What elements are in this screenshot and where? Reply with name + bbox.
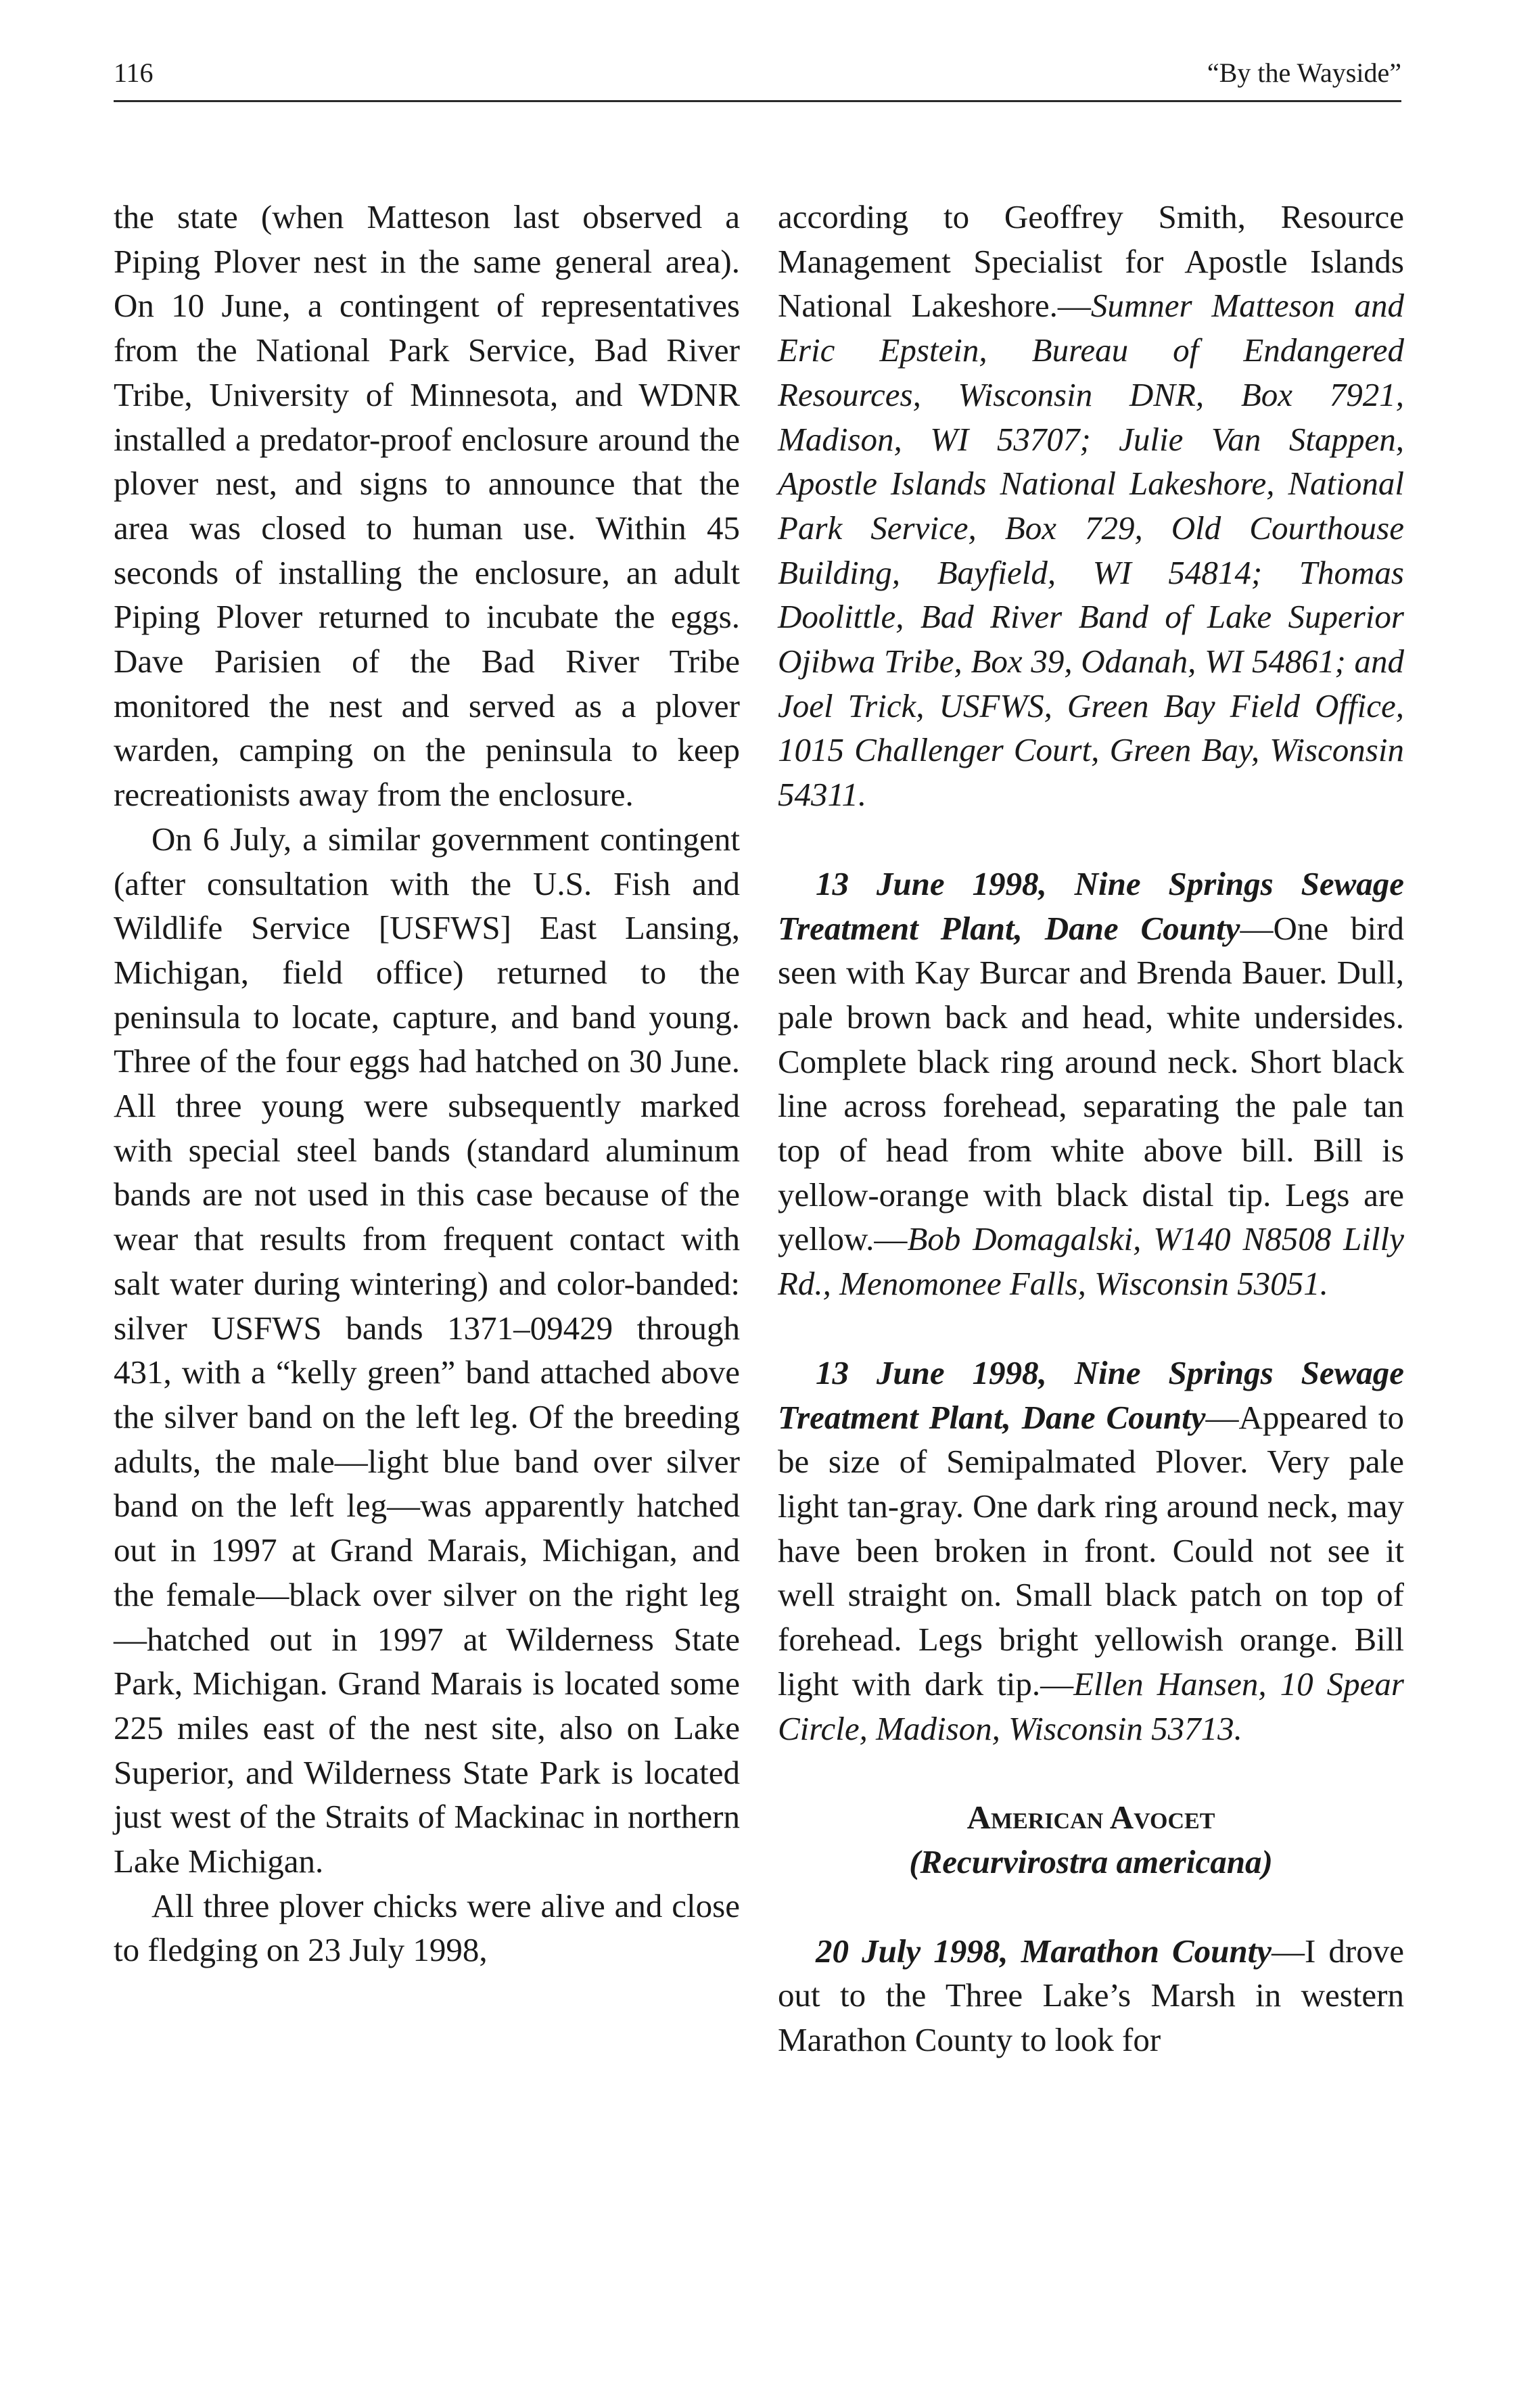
entry-text: —Appeared to be size of Semipalmated Plover. Very pale light tan-gray. One dark ring around neck, may have been broken in front. Could not see it well straight on. Small black patch on top of forehead. Legs bright yellowish orange. Bill light with dark tip.— [778, 1398, 1404, 1703]
entry-text: —One bird seen with Kay Burcar and Brenda Bauer. Dull, pale brown back and head, white undersides. Complete black ring around neck. Short black line across forehead, separating the pale tan top of head from white above bill. Bill is yellow-orange with black distal tip. Legs are yellow.— [778, 909, 1404, 1258]
observation-entry [778, 862, 1404, 1306]
spacer [778, 1751, 1404, 1795]
spacer [778, 817, 1404, 862]
right-column [778, 195, 1404, 2062]
paragraph [778, 195, 1404, 817]
author-attribution: Ellen Hansen, 10 Spear Circle, Madison, Wisconsin 53713. [778, 1665, 1404, 1747]
observation-entry [778, 1351, 1404, 1751]
entry-heading: 20 July 1998, Marathon County [816, 1932, 1272, 1970]
paragraph: All three plover chicks were alive and close to fledging on 23 July 1998, [114, 1886, 740, 1969]
observation-entry [778, 1929, 1404, 2062]
species-scientific-name: (Recurvirostra americana) [909, 1843, 1273, 1880]
header-rule [114, 100, 1401, 102]
left-column [114, 195, 740, 1972]
entry-text: —I drove out to the Three Lake’s Marsh in western Marathon County to look for [778, 1932, 1405, 2059]
running-title: “By the Wayside” [1207, 57, 1401, 88]
paragraph: On 6 July, a similar government contingent (after consultation with the U.S. Fish and Wildlife Service [USFWS] East Lansing, Michigan, field office) returned to the peninsula to locate, capture, and band young. Three of the four eggs had hatched on 30 June. All three young were subsequently marked with special steel bands (standard aluminum bands are not used in this case because of the wear that results from frequent contact with salt water during wintering) and color-banded: silver USFWS bands 1371–09429 through 431, with a “kelly green” band attached above the silver band on the left leg. Of the breeding adults, the male—light blue band over silver band on the left leg—was apparently hatched out in 1997 at Grand Marais, Michigan, and the female—black over silver on the right leg—hatched out in 1997 at Wilderness State Park, Michigan. Grand Marais is located some 225 miles east of the nest site, also on Lake Superior, and Wilderness State Park is located just west of the Straits of Mackinac in northern Lake Michigan. [114, 820, 740, 1880]
species-heading: American Avocet [966, 1799, 1215, 1836]
entry-heading: 13 June 1998, Nine Springs Sewage Treatment Plant, Dane County [778, 864, 1404, 947]
paragraph: the state (when Matteson last observed a Piping Plover nest in the same general area). On 10 June, a contingent of representatives from the National Park Service, Bad River Tribe, University of Minnesota, and WDNR installed a predator-proof enclosure around the plover nest, and signs to announce that the area was closed to human use. Within 45 seconds of installing the enclosure, an adult Piping Plover returned to incubate the eggs. Dave Parisien of the Bad River Tribe monitored the nest and served as a plover warden, camping on the peninsula to keep recreationists away from the enclosure. [114, 198, 740, 814]
spacer [778, 1884, 1404, 1929]
page-number: 116 [114, 57, 154, 88]
entry-heading: 13 June 1998, Nine Springs Sewage Treatment Plant, Dane County [778, 1353, 1404, 1436]
spacer [778, 1306, 1404, 1351]
paragraph-text: according to Geoffrey Smith, Resource Management Specialist for Apostle Islands National Lakeshore.— [778, 198, 1404, 325]
page-header [114, 57, 1401, 97]
author-attribution: Sumner Matteson and Eric Epstein, Bureau of Endangered Resources, Wisconsin DNR, Box 7921, Madison, WI 53707; Julie Van Stappen, Apostle Islands National Lakeshore, National Park Service, Box 729, Old Courthouse Building, Bayfield, WI 54814; Thomas Doolittle, Bad River Band of Lake Superior Ojibwa Tribe, Box 39, Odanah, WI 54861; and Joel Trick, USFWS, Green Bay Field Office, 1015 Challenger Court, Green Bay, Wisconsin 54311. [778, 287, 1404, 814]
author-attribution: Bob Domagalski, W140 N8508 Lilly Rd., Menomonee Falls, Wisconsin 53051. [778, 1220, 1404, 1303]
